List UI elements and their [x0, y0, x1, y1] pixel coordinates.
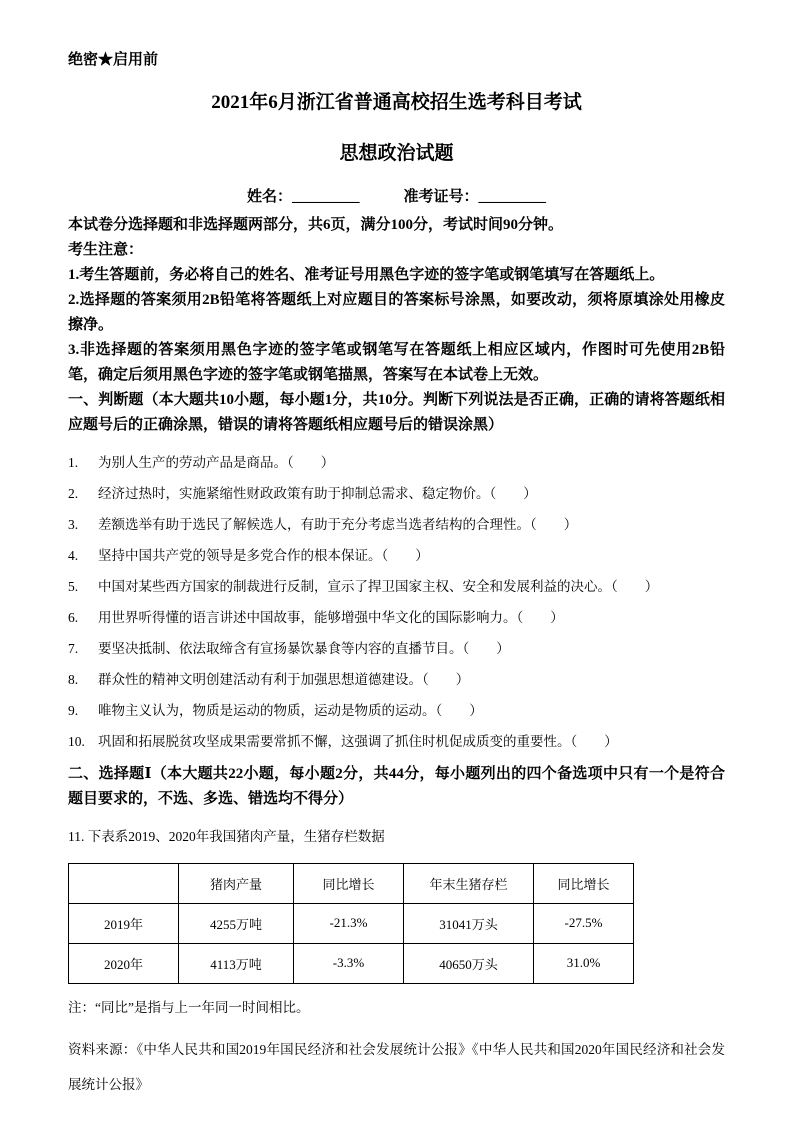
section1-heading: 一、判断题（本大题共10小题，每小题1分，共10分。判断下列说法是否正确，正确的请将答题纸相应题号后的正确涂黑，错误的请将答题纸相应题号后的错误涂黑） — [68, 392, 725, 433]
candidate-info-line — [68, 185, 725, 206]
table-header-cell: 猪肉产量 — [179, 863, 294, 903]
judgment-question — [68, 602, 725, 633]
question-text: 为别人生产的劳动产品是商品。（ ） — [98, 455, 335, 470]
question-text: 要坚决抵制、依法取缔含有宣扬暴饮暴食等内容的直播节目。（ ） — [98, 641, 510, 656]
question-number: 5. — [68, 579, 79, 594]
table-cell: -27.5% — [534, 903, 634, 943]
question-number: 7. — [68, 641, 79, 656]
question-number: 3. — [68, 517, 79, 532]
table-cell: 31041万头 — [404, 903, 534, 943]
judgment-question — [68, 447, 725, 478]
table-cell: 2020年 — [69, 943, 179, 983]
question-text: 经济过热时，实施紧缩性财政政策有助于抑制总需求、稳定物价。（ ） — [98, 486, 537, 501]
question-text: 坚持中国共产党的领导是多党合作的根本保证。（ ） — [98, 548, 429, 563]
notice-heading: 考生注意： — [68, 242, 144, 258]
judgment-question — [68, 571, 725, 602]
table-header-cell — [69, 863, 179, 903]
question-text: 群众性的精神文明创建活动有利于加强思想道德建设。（ ） — [98, 672, 470, 687]
question-number: 6. — [68, 610, 79, 625]
question-text: 差额选举有助于选民了解候选人，有助于充分考虑当选者结构的合理性。（ ） — [98, 517, 578, 532]
table-source: 资料来源：《中华人民共和国2019年国民经济和社会发展统计公报》《中华人民共和国2020年国民经济和社会发展统计公报》 — [68, 1042, 725, 1092]
judgment-question — [68, 664, 725, 695]
table-row — [69, 903, 634, 943]
judgment-question — [68, 509, 725, 540]
question-text: 用世界听得懂的语言讲述中国故事，能够增强中华文化的国际影响力。（ ） — [98, 610, 564, 625]
question-text: 唯物主义认为，物质是运动的物质，运动是物质的运动。（ ） — [98, 703, 483, 718]
section2-heading: 二、选择题Ⅰ（本大题共22小题，每小题2分，共44分，每小题列出的四个备选项中只有一个是符合题目要求的，不选、多选、错选均不得分） — [68, 766, 725, 807]
table-cell: -21.3% — [294, 903, 404, 943]
pork-production-table — [68, 863, 634, 984]
table-header-cell: 同比增长 — [534, 863, 634, 903]
table-cell: 2019年 — [69, 903, 179, 943]
exam-title: 2021年6月浙江省普通高校招生选考科目考试 — [211, 92, 582, 113]
question-number: 4. — [68, 548, 79, 563]
table-cell: 31.0% — [534, 943, 634, 983]
table-header-cell: 年末生猪存栏 — [404, 863, 534, 903]
judgment-question — [68, 695, 725, 726]
exam-subtitle: 思想政治试题 — [339, 143, 454, 164]
question-text: 巩固和拓展脱贫攻坚成果需要常抓不懈，这强调了抓住时机促成质变的重要性。（ ） — [98, 734, 618, 749]
table-header-row — [69, 863, 634, 903]
table-note: 注：“同比”是指与上一年同一时间相比。 — [68, 999, 310, 1015]
question-11-stem: 11. 下表系2019、2020年我国猪肉产量，生猪存栏数据 — [68, 829, 385, 844]
judgment-question — [68, 726, 725, 757]
judgment-question — [68, 478, 725, 509]
exam-id-field: 准考证号：_________ — [403, 189, 547, 205]
question-number: 2. — [68, 486, 79, 501]
question-text: 中国对某些西方国家的制裁进行反制，宣示了捍卫国家主权、安全和发展利益的决心。（ ） — [98, 579, 659, 594]
classification-label: 绝密★启用前 — [68, 52, 159, 68]
table-cell: -3.3% — [294, 943, 404, 983]
notice-item: 2.选择题的答案须用2B铅笔将答题纸上对应题目的答案标号涂黑，如要改动，须将原填涂处用橡皮擦净。 — [68, 292, 725, 333]
table-header-cell: 同比增长 — [294, 863, 404, 903]
question-number: 10. — [68, 734, 85, 749]
table-cell: 4255万吨 — [179, 903, 294, 943]
question-number: 9. — [68, 703, 79, 718]
question-number: 1. — [68, 455, 79, 470]
front-matter — [68, 213, 725, 438]
table-cell: 40650万头 — [404, 943, 534, 983]
notice-item: 1.考生答题前，务必将自己的姓名、准考证号用黑色字迹的签字笔或钢笔填写在答题纸上。 — [68, 267, 665, 283]
judgment-question — [68, 633, 725, 664]
name-field: 姓名：_________ — [246, 189, 360, 205]
intro-paragraph: 本试卷分选择题和非选择题两部分，共6页，满分100分，考试时间90分钟。 — [68, 217, 564, 233]
judgment-question-list — [68, 447, 725, 757]
table-cell: 4113万吨 — [179, 943, 294, 983]
judgment-question — [68, 540, 725, 571]
table-row — [69, 943, 634, 983]
notice-item: 3.非选择题的答案须用黑色字迹的签字笔或钢笔写在答题纸上相应区域内，作图时可先使用2B铅笔，确定后须用黑色字迹的签字笔或钢笔描黑，答案写在本试卷上无效。 — [68, 342, 725, 383]
section2-heading-block — [68, 762, 725, 812]
question-number: 8. — [68, 672, 79, 687]
